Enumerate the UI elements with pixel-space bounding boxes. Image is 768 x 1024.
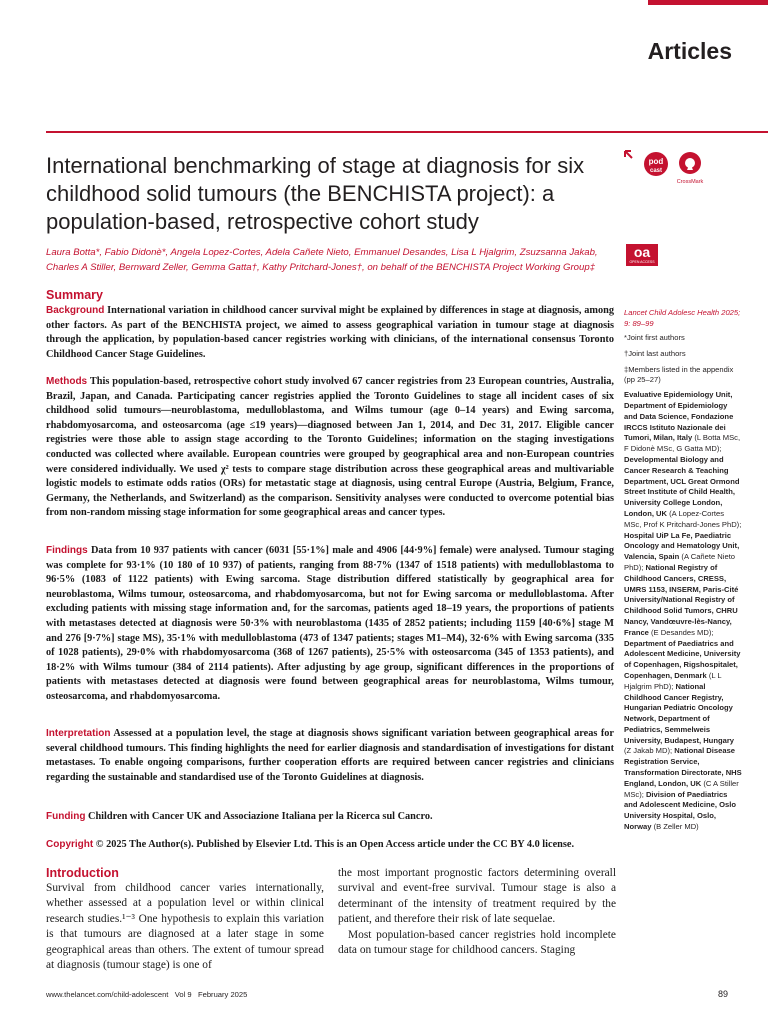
author-list: Laura Botta*, Fabio Didonè*, Angela Lopez-Cortes, Adela Cañete Nieto, Emmanuel Desandes, Lisa L Hjalgrim, Zsuzsanna Jakab, Charles A Stiller, Bernward Zeller, Gemma Gatta†, Kathy Pritchard-Jones†, on behalf of the BENCHISTA Project Working Group‡: [46, 247, 598, 273]
affiliation-5: National Childhood Cancer Registry, Hungarian Pediatric Oncology Network, Department of Pediatrics, Semmelweis University, Budapest, Hungary: [624, 681, 734, 745]
methods-text: This population-based, retrospective cohort study involved 67 cancer registries from 23 European countries, Australia, Brazil, Japan, and Canada. Participating cancer registries applied the Toronto Guidelines to stage all incident cases of six childhood solid tumours—neuroblastoma, medulloblastoma, and Wilms tumour (age 0–14 years) and Ewing sarcoma, rhabdomyosarcoma, and osteosarcoma (age ≤19 years)—diagnosed between Jan 1, 2014, and Dec 31, 2017. Eligible cancer registries were those able to assign stage according to the Toronto Guidelines; information on the staging investigations conducted was collected where available. European countries were grouped by geographical area and non-European countries were considered individually. We used χ² tests to compare stage distribution across these geographical areas and multivariable logistic models to estimate odds ratios (ORs) for metastatic stage at diagnosis, using central Europe (Austria, Belgium, France, Germany, the Netherlands, and Switzerland) as the comparison. Sensitivity analyses were conducted to overcome potential bias from non-random missing stage information for some geographical areas and cancer types.: [46, 376, 615, 519]
abstract-methods: [46, 375, 614, 521]
intro-col2-paragraph-1: the most important prognostic factors determining overall survival and event-free survival. Tumour stage is also a determinant of the intensity of treatment required by the patient, and therefore their risk of late sequelae.: [338, 867, 616, 926]
affiliation-authors-2: (A Cañete Nieto PhD);: [624, 552, 736, 572]
podcast-top-text: pod: [648, 157, 664, 166]
crossmark-icon[interactable]: [672, 150, 712, 186]
header-rule: [46, 131, 768, 133]
affiliation-1: Developmental Biology and Cancer Research & Teaching Department, UCL Great Ormond Street Institute of Child Health, University College London, London, UK: [624, 454, 740, 518]
affiliation-authors-1: (A Lopez-Cortes MSc, Prof K Pritchard-Jones PhD);: [624, 508, 742, 529]
intro-column-1: Survival from childhood cancer varies internationally, whether assessed at a population level or within clinical research studies.¹⁻³ One hypothesis to explain this variation is that tumours are diagnosed at a later stage in some geographical areas than others. The extent of tumour spread at diagnosis (tumour stage) is one of: [46, 882, 324, 972]
background-label: Background: [46, 305, 105, 316]
abstract-findings: [46, 544, 614, 705]
interpretation-text: Assessed at a population level, the stage at diagnosis shows significant variation between geographical areas for several childhood tumours. This finding highlights the need for earlier diagnosis and standardisation of investigations for distant metastases. To enable ongoing comparisons, further cooperation efforts are required between cancer registries and clinicians regarding the sustainable and standardised use of the Toronto Guidelines at diagnosis.: [46, 728, 614, 783]
intro-column-2: [338, 866, 616, 958]
funding-label: Funding: [46, 811, 86, 822]
abstract-copyright: [46, 838, 614, 853]
affiliation-4: Department of Paediatrics and Adolescent Medicine, University of Copenhagen, Rigshospitalet, Copenhagen, Denmark: [624, 638, 741, 680]
summary-heading: Summary: [46, 288, 103, 302]
copyright-text: © 2025 The Author(s). Published by Elsevier Ltd. This is an Open Access article under the CC BY 4.0 license.: [95, 839, 575, 850]
affiliation-7: Division of Paediatrics and Adolescent Medicine, Oslo University Hospital, Oslo, Norway: [624, 789, 736, 832]
abstract-funding: [46, 810, 614, 825]
affiliation-6: National Disease Registration Service, Transformation Directorate, NHS England, London, UK: [624, 746, 742, 788]
methods-label: Methods: [46, 376, 88, 387]
corner-accent-bar: [648, 0, 768, 5]
open-access-badge: [626, 244, 658, 266]
funding-text: Children with Cancer UK and Associazione Italiana per la Ricerca sul Cancro.: [88, 811, 433, 822]
joint-first-note: *Joint first authors: [624, 333, 685, 342]
crossmark-label: CrossMark: [676, 179, 704, 185]
copyright-label: Copyright: [46, 839, 94, 850]
affiliation-0: Evaluative Epidemiology Unit, Department of Epidemiology and Data Science, Fondazione IRCCS Istituto Nazionale dei Tumori, Milan, Italy: [624, 390, 734, 443]
findings-text: Data from 10 937 patients with cancer (6031 [55·1%] male and 4906 [44·9%] female) were analysed. Tumour staging was complete for 93·1% (10 180 of 10 937) of patients, ranging from 88·7% (1347 of 1518 patients) with medulloblastoma to 96·5% (1083 of 1122 patients) with Ewing sarcoma. Stage distribution differed statistically by geographical area for neuroblastoma, Wilms tumour, osteosarcoma, and rhabdomyosarcoma, but not for Ewing sarcoma or medulloblastoma. After excluding patients with missing stage information and, for the sarcomas, patients aged 18–19 years, the proportions of patients with metastases detected at diagnosis were 50·3% with neuroblastoma (1435 of 2852 patients; including 1159 [40·6%] stage M and 276 [9·7%] stage MS), 35·1% with medulloblastoma (473 of 1347 patients; stages M1–M4), 32·6% with Ewing sarcoma (335 of 1028 patients), 29·0% with rhabdomyosarcoma (368 of 1267 patients), 25·5% with osteosarcoma (345 of 1353 patients), and 18·2% with Wilms tumour (384 of 2114 patients). After adjusting by age group, significant differences in the proportions of patients with metastases detected at diagnosis were found between geographical areas for neuroblastoma, Wilms tumour, osteosarcoma, and rhabdomyosarcoma.: [46, 545, 614, 702]
introduction-heading: Introduction: [46, 866, 119, 880]
affiliation-authors-3: (E Desandes MD);: [651, 627, 714, 637]
affiliation-2: Hospital UiP La Fe, Paediatric Oncology and Hematology Unit, Valencia, Spain: [624, 530, 740, 562]
interpretation-label: Interpretation: [46, 728, 111, 739]
podcast-bottom-text: cast: [649, 168, 663, 174]
footer-journal-info: www.thelancet.com/child-adolescent Vol 9 February 2025: [46, 990, 248, 999]
journal-citation[interactable]: Lancet Child Adolesc Health 2025; 9: 89–99: [624, 308, 741, 328]
affiliation-authors-6: (C A Stiller MSc);: [624, 778, 739, 799]
findings-label: Findings: [46, 545, 88, 556]
affiliation-3: National Registry of Childhood Cancers, CRESS, UMRS 1153, INSERM, Paris-Cité University/National Registry of Childhood Solid Tumors, CHRU Nancy, Vandœuvre-lès-Nancy, France: [624, 562, 739, 637]
article-title: International benchmarking of stage at diagnosis for six childhood solid tumours (the BENCHISTA project): a population-based, retrospective cohort study: [46, 153, 585, 234]
background-text: International variation in childhood cancer survival might be explained by differences in stage at diagnosis, among other factors. As part of the BENCHISTA project, we aimed to assess geographical variation in tumour stage at diagnosis through the application, by population-based cancer registries working with clinicians, of the international consensus Toronto Childhood Cancer Stage Guidelines.: [46, 305, 614, 360]
oa-subtext: OPEN ACCESS: [629, 260, 655, 264]
abstract-background: [46, 304, 614, 362]
abstract-interpretation: [46, 727, 614, 785]
affiliation-authors-5: (Z Jakab MD);: [624, 746, 673, 756]
affiliation-authors-4: (L L Hjalgrim PhD);: [624, 670, 722, 691]
sidebar-notes: [624, 333, 742, 833]
podcast-icon[interactable]: [622, 148, 670, 182]
affiliation-authors-7: (B Zeller MD): [653, 822, 699, 832]
intro-col2-paragraph-2: Most population-based cancer registries hold incomplete data on tumour stage for childhood cancers. Staging: [338, 928, 616, 957]
members-note: ‡Members listed in the appendix (pp 25–27): [624, 364, 734, 385]
affiliation-authors-0: (L Botta MSc, F Didonè MSc, G Gatta MD);: [624, 433, 741, 454]
joint-last-note: †Joint last authors: [624, 348, 686, 358]
section-label: Articles: [647, 38, 732, 64]
page-number: 89: [718, 989, 729, 999]
affiliations-list: [624, 390, 742, 833]
oa-text: oa: [633, 244, 651, 260]
